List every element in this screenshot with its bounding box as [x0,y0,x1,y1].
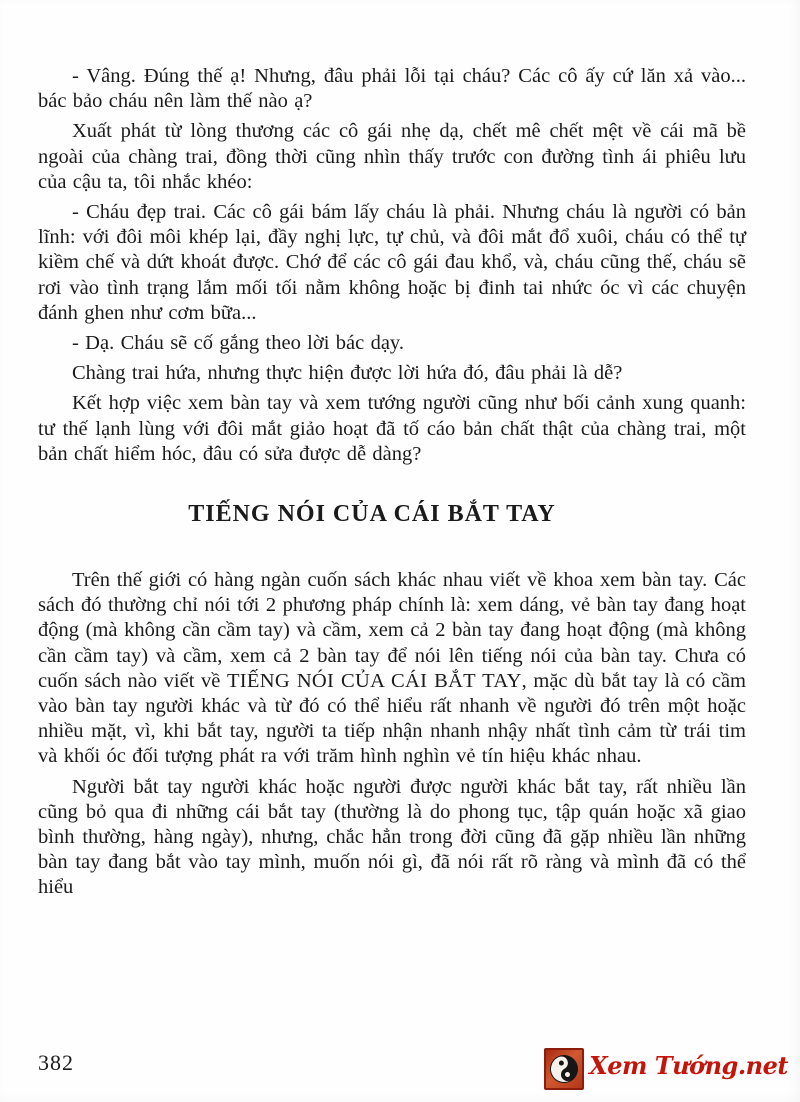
handshake-text-pre: Trên thế giới có hàng ngàn cuốn sách khác nhau viết về khoa xem bàn tay. Các sách đó thường chỉ nói tới 2 phương pháp chính là: xem dáng, vẻ bàn tay đang hoạt động (mà không cần cầm tay) và cầm, xem cả 2 bàn tay đang hoạt động (mà không cần cầm tay) và cầm, xem cả 2 bàn tay để nói lên tiếng nói của bàn tay. Chưa có cuốn sách nào viết về [38,569,746,692]
paragraph-narration-3: Kết hợp việc xem bàn tay và xem tướng người cũng như bối cảnh xung quanh: tư thế lạnh lùng với đôi mắt giảo hoạt đã tố cáo bản chất thật của chàng trai, một bản chất hiểm hóc, đâu có sửa được dễ dàng? [38,392,746,465]
xemtuong-watermark [544,1048,792,1090]
section-heading: TIẾNG NÓI CỦA CÁI BẮT TAY [188,501,556,528]
paragraph-handshake-intro [38,568,746,770]
paragraph-narration-2: Chàng trai hứa, nhưng thực hiện được lời hứa đó, đâu phải là dễ? [72,362,623,385]
text-block [38,64,746,906]
page-number: 382 [38,1050,74,1075]
yin-yang-icon [544,1048,584,1090]
paragraph-dialogue-3: - Dạ. Cháu sẽ cố gắng theo lời bác dạy. [72,332,404,355]
paragraph-dialogue-2: - Cháu đẹp trai. Các cô gái bám lấy cháu là phải. Nhưng cháu là người có bản lĩnh: với đôi môi khép lại, đầy nghị lực, tự chủ, và đôi mắt đổ xuôi, cháu có thể tự kiềm chế và dứt khoát được. Chớ để các cô gái đau khổ, và, cháu cũng thế, cháu sẽ rơi vào tình trạng lắm mối tối nằm không hoặc bị đinh tai nhức óc vì các chuyện đánh ghen như cơm bữa... [38,201,746,324]
yin-yang-symbol [545,1050,583,1088]
page-footer [38,1048,792,1090]
watermark-text: Xem Tướng.net [589,1051,788,1080]
paragraph-handshake-final: Người bắt tay người khác hoặc người được người khác bắt tay, rất nhiều lần cũng bỏ qua đi những cái bắt tay (thường là do phong tục, tập quán hoặc xã giao bình thường, hàng ngày), nhưng, chắc hẳn trong đời cũng đã gặp nhiều lần những bàn tay đang bắt vào tay mình, muốn nói gì, đã nói rất rõ ràng và mình đã có thể hiểu [38,775,746,899]
paragraph-dialogue-1: - Vâng. Đúng thế ạ! Nhưng, đâu phải lỗi tại cháu? Các cô ấy cứ lăn xả vào... bác bảo cháu nên làm thế nào ạ? [38,65,746,113]
paragraph-narration-1: Xuất phát từ lòng thương các cô gái nhẹ dạ, chết mê chết mệt về cái mã bề ngoài của chàng trai, đồng thời cũng nhìn thấy trước con đường tình ái phiêu lưu của cậu ta, tôi nhắc khéo: [38,120,746,193]
handshake-text-post: , mặc dù bắt tay là có cầm vào bàn tay người khác và từ đó có thể hiểu rất nhanh về người đó trên một hoặc nhiều mặt, vì, khi bắt tay, người ta tiếp nhận nhanh nhậy nhất tình cảm từ trái tim và khối óc đối tượng phát ra với trăm hình nghìn vẻ tín hiệu khác nhau. [38,669,746,768]
handshake-title-inline: TIẾNG NÓI CỦA CÁI BẮT TAY [226,669,522,692]
